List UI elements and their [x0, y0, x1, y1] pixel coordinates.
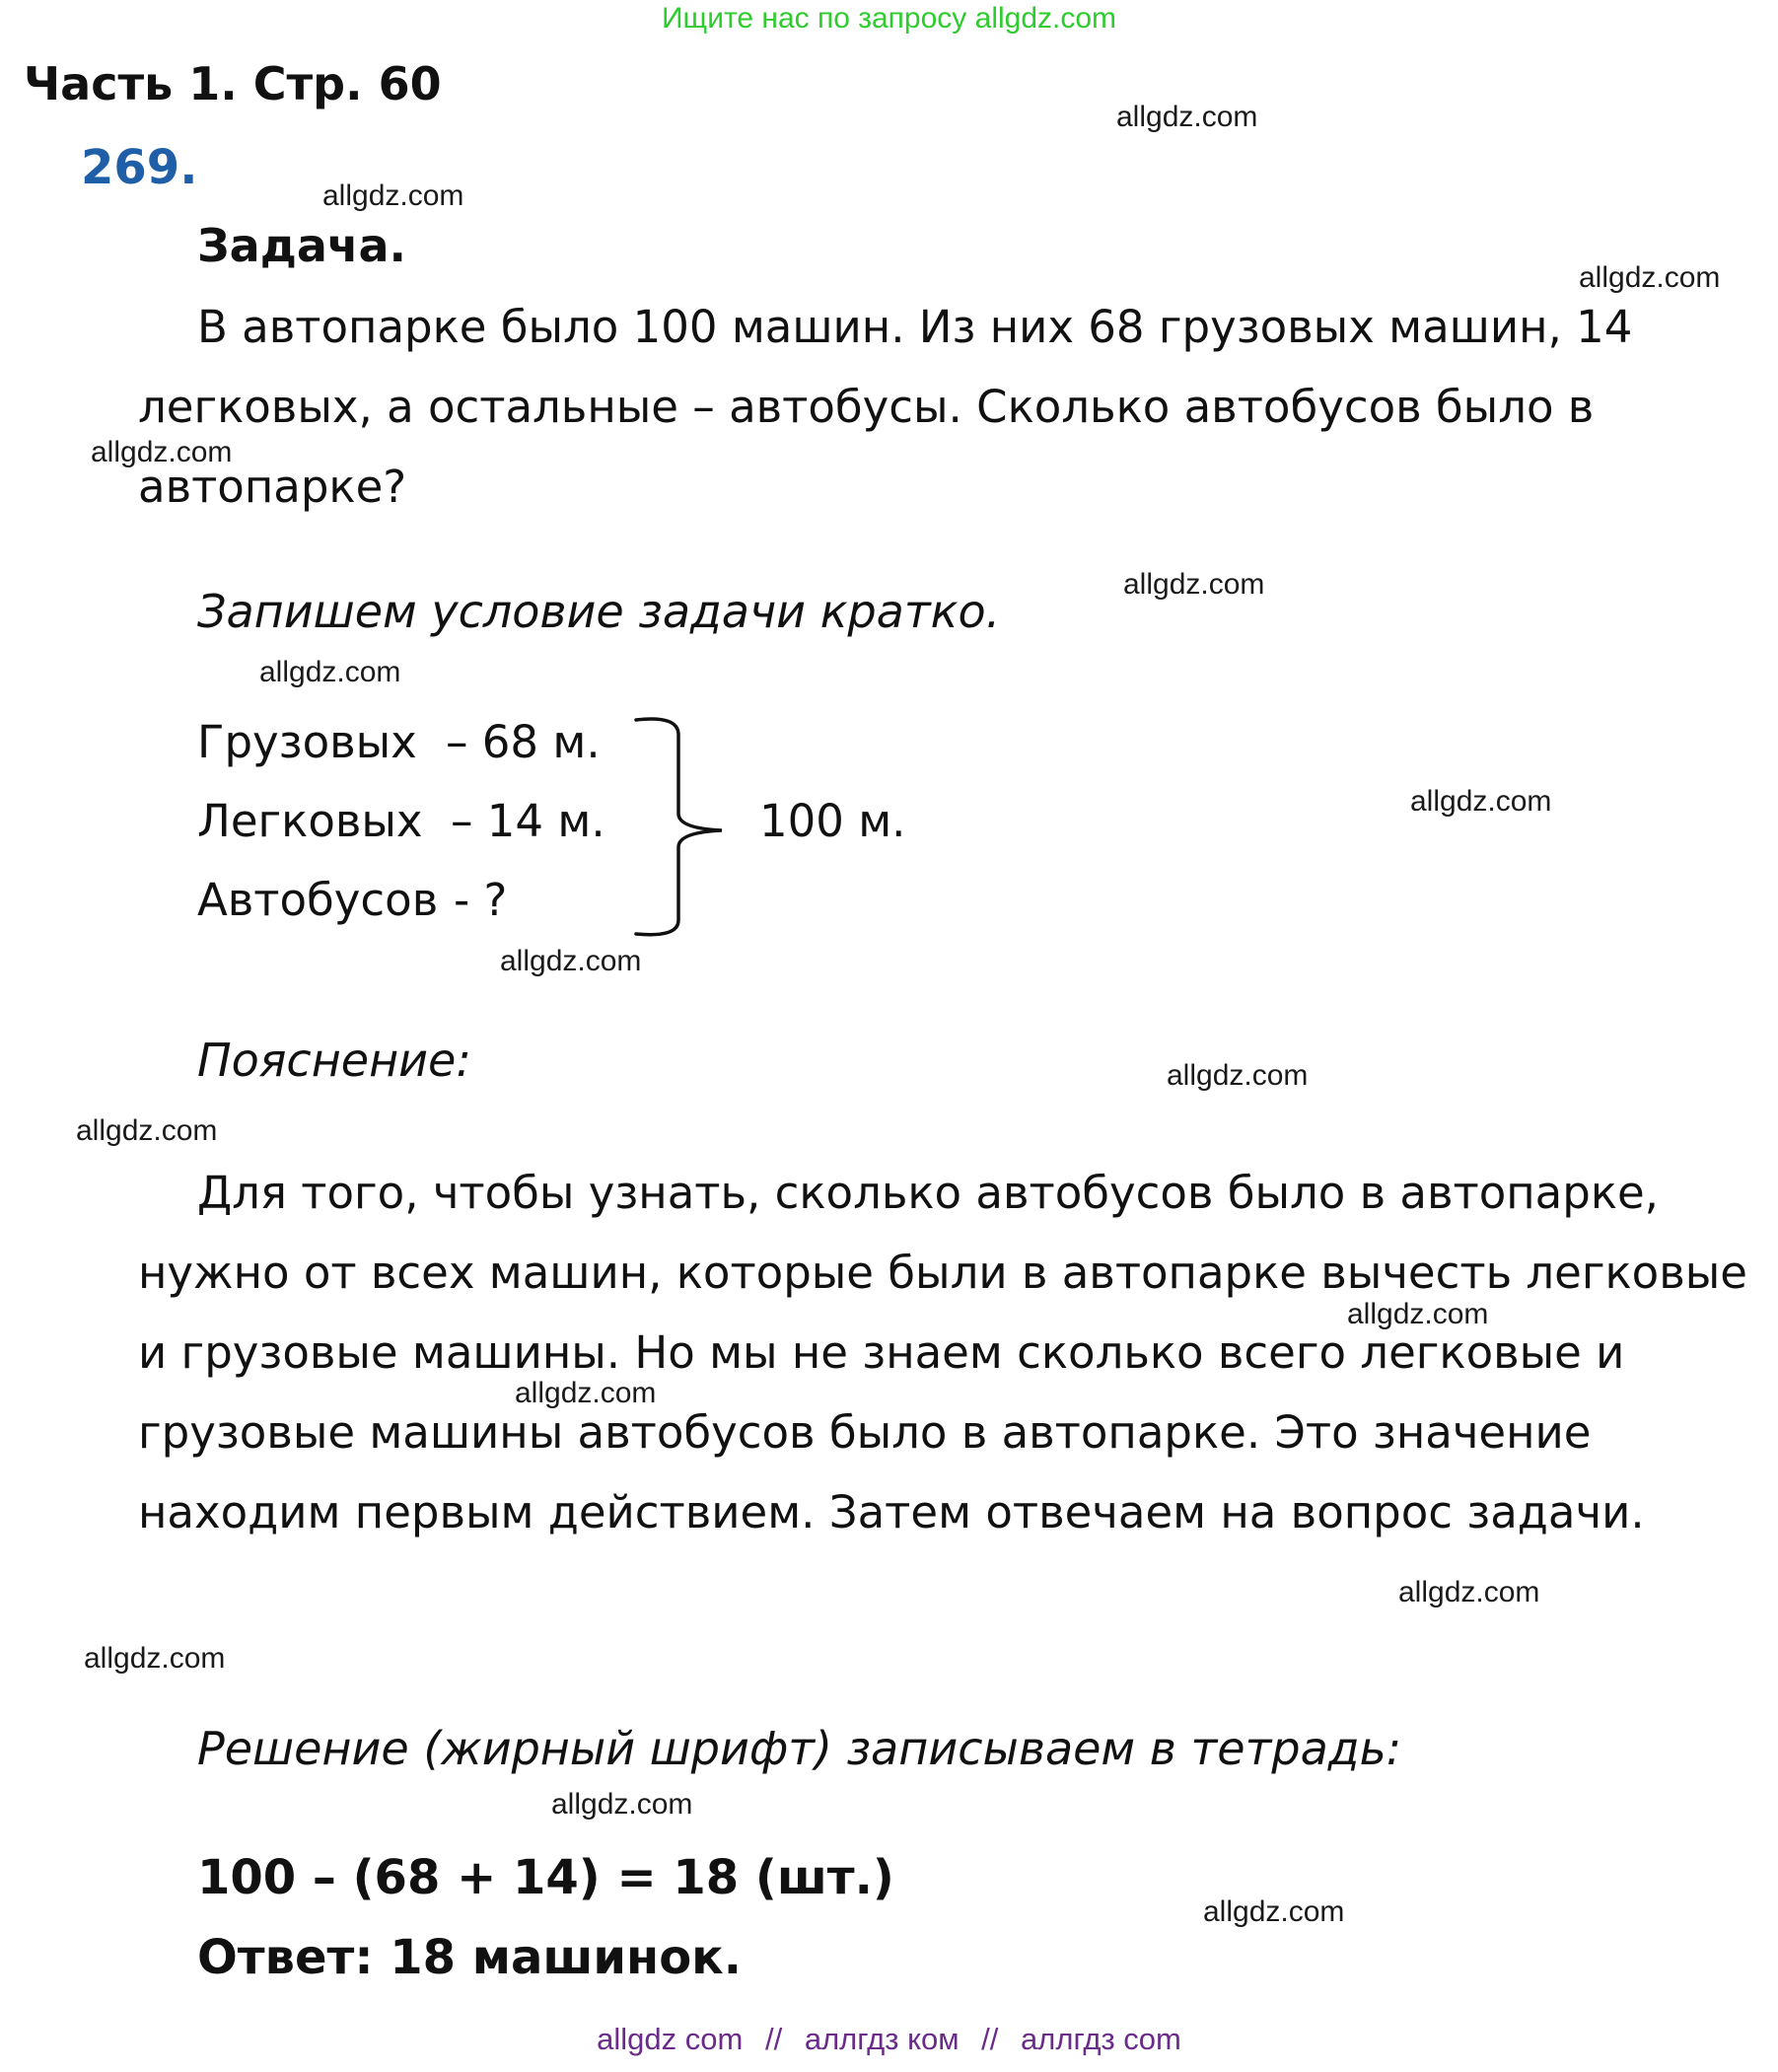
solution-formula: 100 – (68 + 14) = 18 (шт.)	[197, 1850, 894, 1905]
condition-heading: Запишем условие задачи кратко.	[197, 585, 1001, 638]
watermark: allgdz.com	[1167, 1059, 1309, 1092]
watermark: allgdz.com	[259, 656, 401, 688]
condition-row-value: – 14 м.	[451, 795, 605, 847]
footer-link[interactable]: аллгдз com	[1021, 2022, 1181, 2056]
solution-heading: Решение (жирный шрифт) записываем в тетрадь:	[197, 1722, 1402, 1775]
footer-link[interactable]: аллгдз ком	[804, 2022, 960, 2056]
watermark: allgdz.com	[84, 1642, 226, 1675]
watermark: allgdz.com	[1116, 101, 1258, 133]
task-text: В автопарке было 100 машин. Из них 68 грузовых машин, 14 легковых, а остальные – автобусы. Сколько автобусов было в автопарке?	[138, 301, 1633, 513]
condition-row-label: Автобусов	[197, 874, 439, 926]
watermark: allgdz.com	[1579, 261, 1721, 294]
answer-text: Ответ: 18 машинок.	[197, 1930, 742, 1985]
watermark: allgdz.com	[91, 436, 233, 468]
watermark: allgdz.com	[1123, 568, 1265, 601]
watermark: allgdz.com	[515, 1377, 657, 1409]
watermark: allgdz.com	[1347, 1298, 1489, 1330]
watermark: allgdz.com	[76, 1114, 218, 1147]
explanation-text: Для того, чтобы узнать, сколько автобусов было в автопарке, нужно от всех машин, которые были в автопарке вычесть легковые и грузовые машины. Но мы не знаем сколько всего легковые и грузовые машины автобусов было в автопарке. Это значение находим первым действием. Затем отвечаем на вопрос задачи.	[138, 1167, 1747, 1538]
condition-total: 100 м.	[759, 795, 906, 847]
explanation-text-block	[138, 1153, 1755, 1552]
footer-links	[0, 2022, 1778, 2057]
footer-separator: //	[764, 2022, 783, 2056]
curly-brace-icon	[631, 715, 730, 942]
task-number: 269.	[81, 140, 198, 195]
watermark: allgdz.com	[1398, 1576, 1540, 1608]
watermark: allgdz.com	[551, 1788, 693, 1821]
footer-separator: //	[981, 2022, 999, 2056]
condition-row-label: Грузовых	[197, 716, 417, 768]
condition-row-value: - ?	[454, 874, 508, 926]
explanation-heading: Пояснение:	[197, 1034, 471, 1087]
footer-link[interactable]: allgdz com	[597, 2022, 744, 2056]
top-banner: Ищите нас по запросу allgdz.com	[661, 2, 1117, 35]
watermark: allgdz.com	[500, 945, 642, 977]
task-text-block	[138, 287, 1755, 527]
watermark: allgdz.com	[1203, 1895, 1345, 1928]
condition-row-value: – 68 м.	[446, 716, 601, 768]
watermark: allgdz.com	[322, 179, 464, 212]
task-heading: Задача.	[197, 219, 407, 272]
condition-row-label: Легковых	[197, 795, 423, 847]
part-title: Часть 1. Стр. 60	[24, 57, 442, 110]
watermark: allgdz.com	[1410, 785, 1552, 818]
